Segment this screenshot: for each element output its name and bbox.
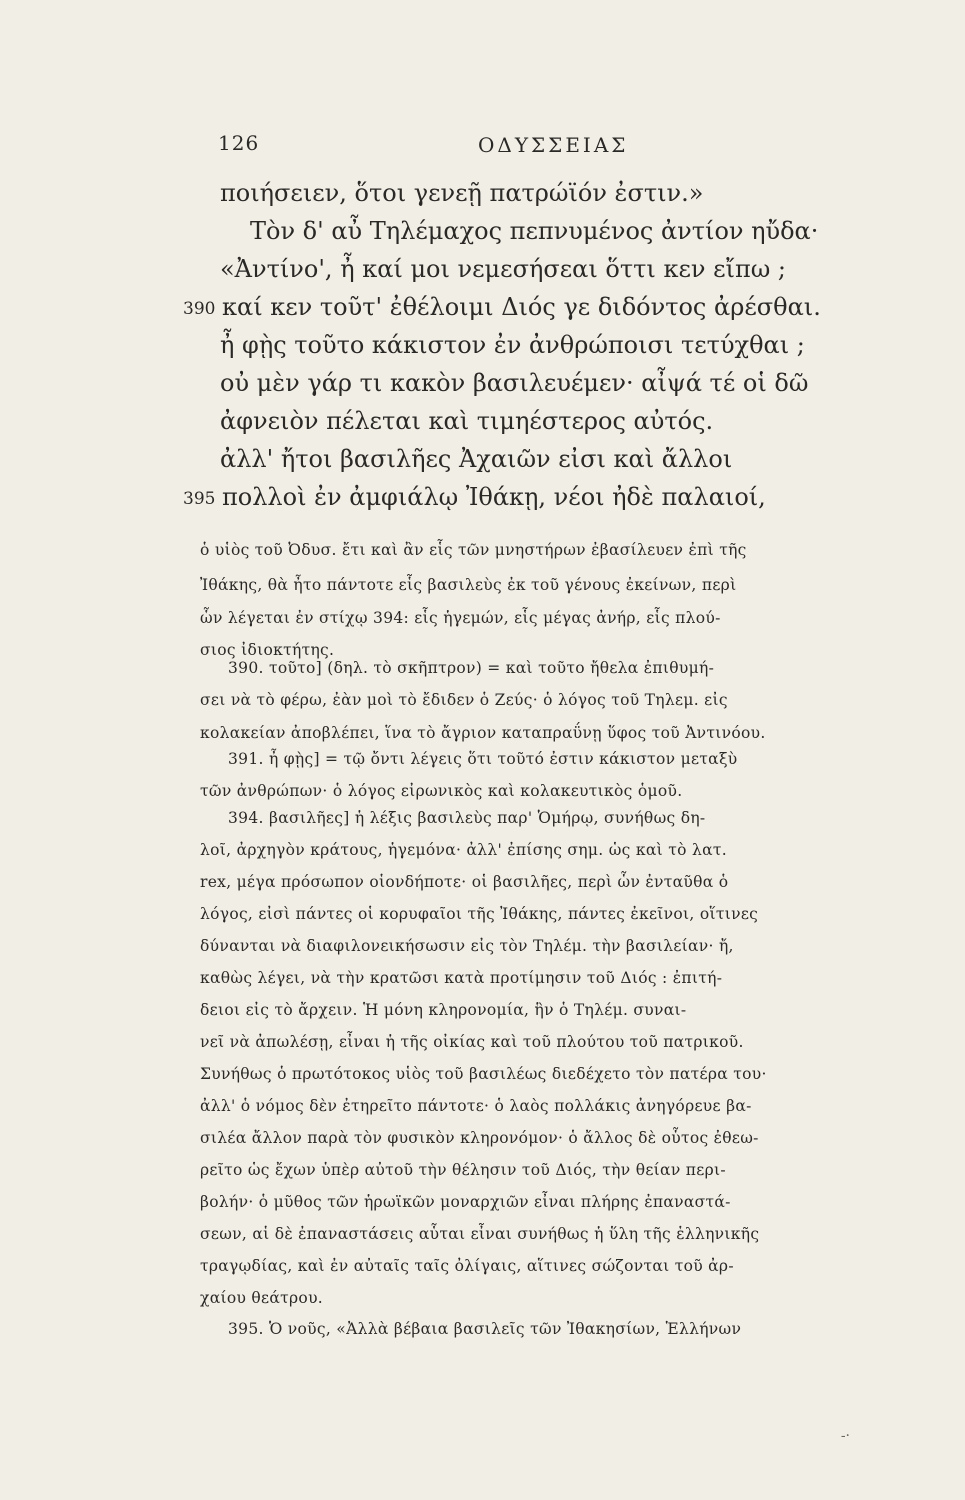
commentary-line: σεων, αἱ δὲ ἐπαναστάσεις αὗται εἶναι συνήθως ἡ ὕλη τῆς ἑλληνικῆς xyxy=(200,1225,760,1243)
commentary-line: δειοι εἰς τὸ ἄρχειν. Ἡ μόνη κληρονομία, ἣν ὁ Τηλέμ. συναι- xyxy=(200,1001,687,1019)
verse-line: καί κεν τοῦτ' ἐθέλοιμι Διός γε διδόντος ἀρέσθαι. xyxy=(222,293,821,321)
commentary-line: κολακείαν ἀποβλέπει, ἵνα τὸ ἄγριον καταπραΰνῃ ὕφος τοῦ Ἀντινόου. xyxy=(200,724,766,742)
verse-line: οὐ μὲν γάρ τι κακὸν βασιλευέμεν· αἶψά τέ οἱ δῶ xyxy=(220,369,809,397)
commentary-line: Συνήθως ὁ πρωτότοκος υἱὸς τοῦ βασιλέως διεδέχετο τὸν πατέρα του· xyxy=(200,1065,767,1083)
commentary-line: καθὼς λέγει, νὰ τὴν κρατῶσι κατὰ προτίμησιν τοῦ Διός : ἐπιτή- xyxy=(200,969,723,987)
commentary-line: 390. τοῦτο] (δηλ. τὸ σκῆπτρον) = καὶ τοῦτο ἤθελα ἐπιθυμή- xyxy=(228,659,715,677)
commentary-line: νεῖ νὰ ἀπωλέσῃ, εἶναι ἡ τῆς οἰκίας καὶ τοῦ πλούτου τοῦ πατρικοῦ. xyxy=(200,1033,744,1051)
verse-line: πολλοὶ ἐν ἀμφιάλῳ Ἰθάκῃ, νέοι ἠδὲ παλαιοί, xyxy=(222,483,766,511)
verse-line: Τὸν δ' αὖ Τηλέμαχος πεπνυμένος ἀντίον ηὔδα· xyxy=(250,217,819,245)
line-number: 390 xyxy=(183,299,216,319)
commentary-line: ὁ υἱὸς τοῦ Ὀδυσ. ἔτι καὶ ἂν εἷς τῶν μνηστήρων ἐβασίλευεν ἐπὶ τῆς xyxy=(200,541,747,559)
commentary-line: Ἰθάκης, θὰ ἦτο πάντοτε εἷς βασιλεὺς ἐκ τοῦ γένους ἐκείνων, περὶ xyxy=(200,576,737,594)
verse-line: ἀλλ' ἤτοι βασιλῆες Ἀχαιῶν εἰσι καὶ ἄλλοι xyxy=(220,445,733,473)
page-number: 126 xyxy=(218,131,260,155)
verse-line: ποιήσειεν, ὅτοι γενεῇ πατρώϊόν ἐστιν.» xyxy=(220,179,704,207)
commentary-line: ὧν λέγεται ἐν στίχῳ 394: εἷς ἡγεμών, εἷς μέγας ἀνήρ, εἷς πλού- xyxy=(200,609,721,627)
verse-line: ἀφνειὸν πέλεται καὶ τιμηέστερος αὐτός. xyxy=(220,407,714,435)
commentary-line: ἀλλ' ὁ νόμος δὲν ἐτηρεῖτο πάντοτε· ὁ λαὸς πολλάκις ἀνηγόρευε βα- xyxy=(200,1097,752,1115)
commentary-line: ρεῖτο ὡς ἔχων ὑπὲρ αὐτοῦ τὴν θέλησιν τοῦ Διός, τὴν θείαν περι- xyxy=(200,1161,726,1179)
commentary-line: 395. Ὁ νοῦς, «Ἀλλὰ βέβαια βασιλεῖς τῶν Ἰθακησίων, Ἑλλήνων xyxy=(228,1320,742,1338)
commentary-line: σιλέα ἄλλον παρὰ τὸν φυσικὸν κληρονόμον· ὁ ἄλλος δὲ οὗτος ἐθεω- xyxy=(200,1129,759,1147)
commentary-line: τῶν ἀνθρώπων· ὁ λόγος εἰρωνικὸς καὶ κολακευτικὸς ὁμοῦ. xyxy=(200,782,683,800)
commentary-line: 394. βασιλῆες] ἡ λέξις βασιλεὺς παρ' Ὁμήρῳ, συνήθως δη- xyxy=(228,809,706,827)
verse-line: ἦ φῂς τοῦτο κάκιστον ἐν ἀνθρώποισι τετύχθαι ; xyxy=(220,331,805,359)
commentary-line: σει νὰ τὸ φέρω, ἐὰν μοὶ τὸ ἔδιδεν ὁ Ζεύς· ὁ λόγος τοῦ Τηλεμ. εἰς xyxy=(200,691,728,709)
verse-line: «Ἀντίνο', ἦ καί μοι νεμεσήσεαι ὅττι κεν εἴπω ; xyxy=(220,255,787,283)
commentary-line: σιος ἰδιοκτήτης. xyxy=(200,641,335,659)
commentary-line: 391. ἦ φῂς] = τῷ ὄντι λέγεις ὅτι τοῦτό ἐστιν κάκιστον μεταξὺ xyxy=(228,750,738,768)
commentary-line: δύνανται νὰ διαφιλονεικήσωσιν εἰς τὸν Τηλέμ. τὴν βασιλείαν· ἤ, xyxy=(200,937,734,955)
commentary-line: rex, μέγα πρόσωπον οἱονδήποτε· οἱ βασιλῆες, περὶ ὧν ἐνταῦθα ὁ xyxy=(200,873,729,891)
commentary-line: τραγῳδίας, καὶ ἐν αὐταῖς ταῖς ὀλίγαις, αἵτινες σώζονται τοῦ ἀρ- xyxy=(200,1257,734,1275)
running-title: ΟΔΥΣΣΕΙΑΣ xyxy=(478,133,629,157)
commentary-line: λοῖ, ἀρχηγὸν κράτους, ἡγεμόνα· ἀλλ' ἐπίσης σημ. ὡς καὶ τὸ λατ. xyxy=(200,841,727,859)
stray-mark: -· xyxy=(840,1428,850,1444)
line-number: 395 xyxy=(183,489,216,509)
commentary-line: βολήν· ὁ μῦθος τῶν ἡρωϊκῶν μοναρχιῶν εἶναι πλήρης ἐπαναστά- xyxy=(200,1193,731,1211)
commentary-line: λόγος, εἰσὶ πάντες οἱ κορυφαῖοι τῆς Ἰθάκης, πάντες ἐκεῖνοι, οἵτινες xyxy=(200,905,759,923)
commentary-line: χαίου θεάτρου. xyxy=(200,1289,324,1307)
